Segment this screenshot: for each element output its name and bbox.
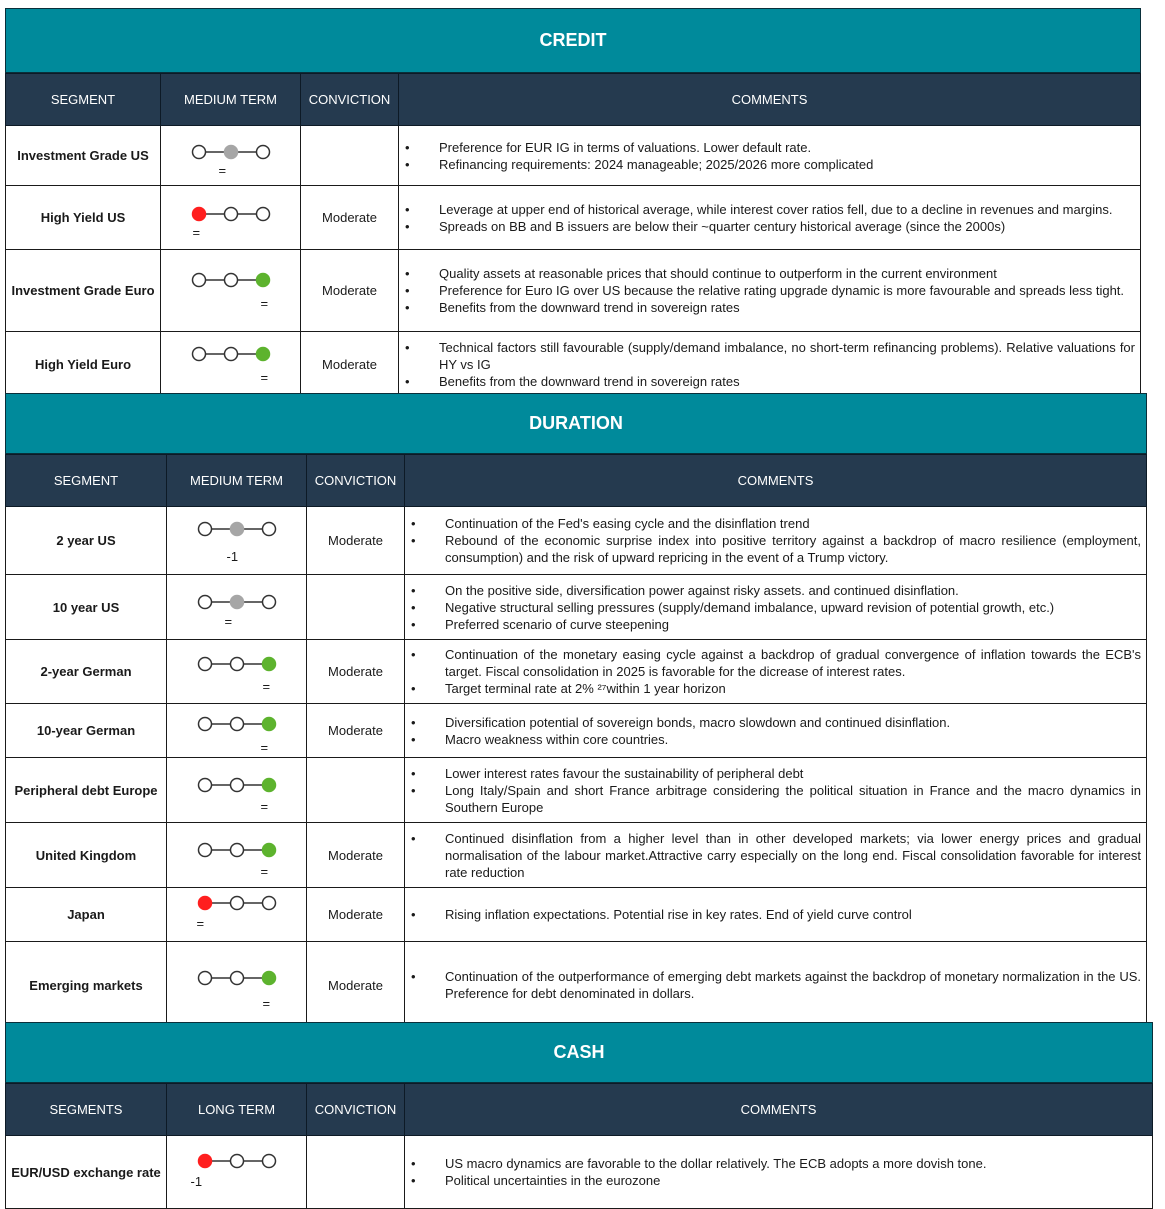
col-header-segment: SEGMENT [6,74,161,126]
segment-name: EUR/USD exchange rate [6,1136,167,1209]
duration-banner: DURATION [5,393,1147,454]
selected-position-dot [256,273,269,286]
col-header-term: MEDIUM TERM [161,74,301,126]
comments-cell [399,186,1141,250]
comment-item: • Continuation of the Fed's easing cycle and the disinflation trend [445,515,1141,532]
selected-position-dot [230,522,243,535]
table-row [6,640,1147,704]
col-header-segment: SEGMENT [6,455,167,507]
col-header-segment: SEGMENTS [6,1084,167,1136]
position-dot [262,596,275,609]
position-label: = [224,614,233,629]
conviction-value [301,126,399,186]
position-dot [192,145,205,158]
position-indicator-cell [161,126,301,186]
position-scale-icon [196,969,278,987]
col-header-conviction: CONVICTION [301,74,399,126]
credit-banner: CREDIT [5,8,1141,73]
cash-banner: CASH [5,1022,1153,1083]
credit-body [6,126,1141,398]
table-row [6,1136,1153,1209]
conviction-value [307,758,405,823]
conviction-value [307,575,405,640]
comment-item: • Continued disinflation from a higher level than in other developed markets; via lower energy prices and gradual normalisation of the labour market.Attractive carry especially on the long end. Fiscal consolidation favorable for interest rate reduction [445,830,1141,881]
segment-name: Japan [6,888,167,942]
position-dot [262,896,275,909]
cash-section [5,1022,1153,1209]
comments-cell [405,1136,1153,1209]
segment-name: 2-year German [6,640,167,704]
position-label: = [260,295,269,311]
comments-cell [405,507,1147,575]
conviction-value: Moderate [301,250,399,332]
position-label: = [262,678,271,694]
position-dot [198,844,211,857]
position-dot [262,522,275,535]
comment-item: • Preferred scenario of curve steepening [445,616,1141,633]
comment-item: • Spreads on BB and B issuers are below their ~quarter century historical average (since the 2000s) [439,218,1135,235]
table-row [6,888,1147,942]
comment-item: • Target terminal rate at 2% ²⁷within 1 year horizon [445,680,1141,697]
conviction-value: Moderate [307,888,405,942]
duration-section [5,393,1147,1029]
comments-cell [405,575,1147,640]
position-indicator-cell [161,332,301,398]
comment-item: • Diversification potential of sovereign bonds, macro slowdown and continued disinflation. [445,714,1141,731]
table-row [6,250,1141,332]
position-dot [230,779,243,792]
position-scale-icon [196,894,278,912]
conviction-value: Moderate [301,186,399,250]
position-label: = [260,739,269,755]
position-label: -1 [226,548,239,564]
conviction-value: Moderate [301,332,399,398]
position-scale-icon [190,205,272,223]
position-indicator-cell [167,640,307,704]
position-dot [256,145,269,158]
position-dot [230,657,243,670]
cash-body [6,1136,1153,1209]
position-label: = [262,996,271,1011]
position-label: = [218,162,227,178]
comment-item: • Technical factors still favourable (supply/demand imbalance, no short-term refinancing problems). Relative valuations for HY vs IG [439,339,1135,373]
comments-cell [405,888,1147,942]
col-header-term: MEDIUM TERM [167,455,307,507]
segment-name: Investment Grade US [6,126,161,186]
position-dot [198,596,211,609]
comments-cell [405,704,1147,758]
position-indicator-cell [167,758,307,823]
position-dot [192,273,205,286]
position-indicator-cell [161,186,301,250]
position-dot [224,207,237,220]
position-indicator-cell [167,575,307,640]
position-dot [256,207,269,220]
position-scale-icon [196,841,278,859]
position-dot [192,347,205,360]
table-row [6,507,1147,575]
position-dot [230,1155,243,1168]
comments-cell [405,942,1147,1029]
comment-item: • Quality assets at reasonable prices that should continue to outperform in the current environment [439,265,1135,282]
position-indicator-cell [167,942,307,1029]
credit-section [5,8,1141,398]
comment-item: • Continuation of the outperformance of emerging debt markets against the backdrop of monetary normalization in the US. Preference for debt denominated in dollars. [445,968,1141,1002]
col-header-comments: COMMENTS [399,74,1141,126]
comment-item: • Political uncertainties in the eurozone [445,1172,1147,1189]
position-dot [230,972,243,985]
position-scale-icon [196,520,278,538]
comments-cell [399,250,1141,332]
comment-item: • Long Italy/Spain and short France arbitrage considering the political situation in France and the macro dynamics in Southern Europe [445,782,1141,816]
selected-position-dot [230,596,243,609]
selected-position-dot [192,207,205,220]
segment-name: 2 year US [6,507,167,575]
col-header-conviction: CONVICTION [307,1084,405,1136]
segment-name: High Yield Euro [6,332,161,398]
comments-cell [399,126,1141,186]
col-header-conviction: CONVICTION [307,455,405,507]
duration-table [5,454,1147,1029]
selected-position-dot [262,844,275,857]
position-dot [198,779,211,792]
position-scale-icon [196,715,278,733]
comment-item: • Benefits from the downward trend in sovereign rates [439,299,1135,316]
comment-item: • Refinancing requirements: 2024 manageable; 2025/2026 more complicated [439,156,1135,173]
position-scale-icon [190,271,272,289]
cash-table [5,1083,1153,1209]
conviction-value [307,1136,405,1209]
selected-position-dot [256,347,269,360]
position-dot [224,347,237,360]
conviction-value: Moderate [307,942,405,1029]
position-dot [198,657,211,670]
position-label: -1 [190,1174,203,1189]
segment-name: Peripheral debt Europe [6,758,167,823]
segment-name: 10 year US [6,575,167,640]
comment-item: • Lower interest rates favour the sustainability of peripheral debt [445,765,1141,782]
comments-cell [405,823,1147,888]
col-header-term: LONG TERM [167,1084,307,1136]
position-dot [230,844,243,857]
position-indicator-cell [167,507,307,575]
position-indicator-cell [161,250,301,332]
position-indicator-cell [167,823,307,888]
position-dot [230,896,243,909]
position-label: = [260,369,269,385]
position-indicator-cell [167,704,307,758]
table-row [6,126,1141,186]
position-label: = [196,915,205,931]
comment-item: • Rebound of the economic surprise index into positive territory against a backdrop of macro resilience (employment, consumption) and the risk of upward repricing in the event of a Trump victory. [445,532,1141,566]
table-row [6,575,1147,640]
comment-item: • Preference for Euro IG over US because the relative rating upgrade dynamic is more favourable and spreads less tight. [439,282,1135,299]
position-scale-icon [190,143,272,161]
selected-position-dot [198,896,211,909]
comment-item: • Rising inflation expectations. Potential rise in key rates. End of yield curve control [445,906,1141,923]
selected-position-dot [198,1155,211,1168]
selected-position-dot [224,145,237,158]
position-label: = [260,799,269,814]
position-dot [198,972,211,985]
position-scale-icon [196,655,278,673]
selected-position-dot [262,717,275,730]
segment-name: Emerging markets [6,942,167,1029]
comment-item: • Leverage at upper end of historical average, while interest cover ratios fell, due to a decline in revenues and margins. [439,201,1135,218]
col-header-comments: COMMENTS [405,1084,1153,1136]
table-row [6,186,1141,250]
segment-name: Investment Grade Euro [6,250,161,332]
table-row [6,758,1147,823]
position-dot [224,273,237,286]
segment-name: United Kingdom [6,823,167,888]
position-indicator-cell [167,888,307,942]
comment-item: • On the positive side, diversification power against risky assets. and continued disinflation. [445,582,1141,599]
table-row [6,332,1141,398]
position-label: = [260,864,269,879]
comment-item: • Benefits from the downward trend in sovereign rates [439,373,1135,390]
segment-name: High Yield US [6,186,161,250]
selected-position-dot [262,779,275,792]
position-scale-icon [196,593,278,611]
position-dot [262,1155,275,1168]
comments-cell [405,758,1147,823]
table-row [6,823,1147,888]
comment-item: • Preference for EUR IG in terms of valuations. Lower default rate. [439,139,1135,156]
position-dot [198,522,211,535]
selected-position-dot [262,972,275,985]
comment-item: • Macro weakness within core countries. [445,731,1141,748]
conviction-value: Moderate [307,507,405,575]
position-scale-icon [190,345,272,363]
position-scale-icon [196,1152,278,1170]
conviction-value: Moderate [307,704,405,758]
col-header-comments: COMMENTS [405,455,1147,507]
position-dot [230,717,243,730]
comments-cell [399,332,1141,398]
credit-table [5,73,1141,398]
position-indicator-cell [167,1136,307,1209]
comment-item: • US macro dynamics are favorable to the dollar relatively. The ECB adopts a more dovish tone. [445,1155,1147,1172]
position-scale-icon [196,776,278,794]
table-row [6,942,1147,1029]
selected-position-dot [262,657,275,670]
comment-item: • Negative structural selling pressures (supply/demand imbalance, upward revision of potential growth, etc.) [445,599,1141,616]
table-row [6,704,1147,758]
comments-cell [405,640,1147,704]
position-dot [198,717,211,730]
duration-body [6,507,1147,1029]
comment-item: • Continuation of the monetary easing cycle against a backdrop of gradual convergence of inflation towards the ECB's target. Fiscal consolidation in 2025 is favorable for the dicrease of interest rates. [445,646,1141,680]
conviction-value: Moderate [307,640,405,704]
segment-name: 10-year German [6,704,167,758]
conviction-value: Moderate [307,823,405,888]
position-label: = [192,224,201,240]
